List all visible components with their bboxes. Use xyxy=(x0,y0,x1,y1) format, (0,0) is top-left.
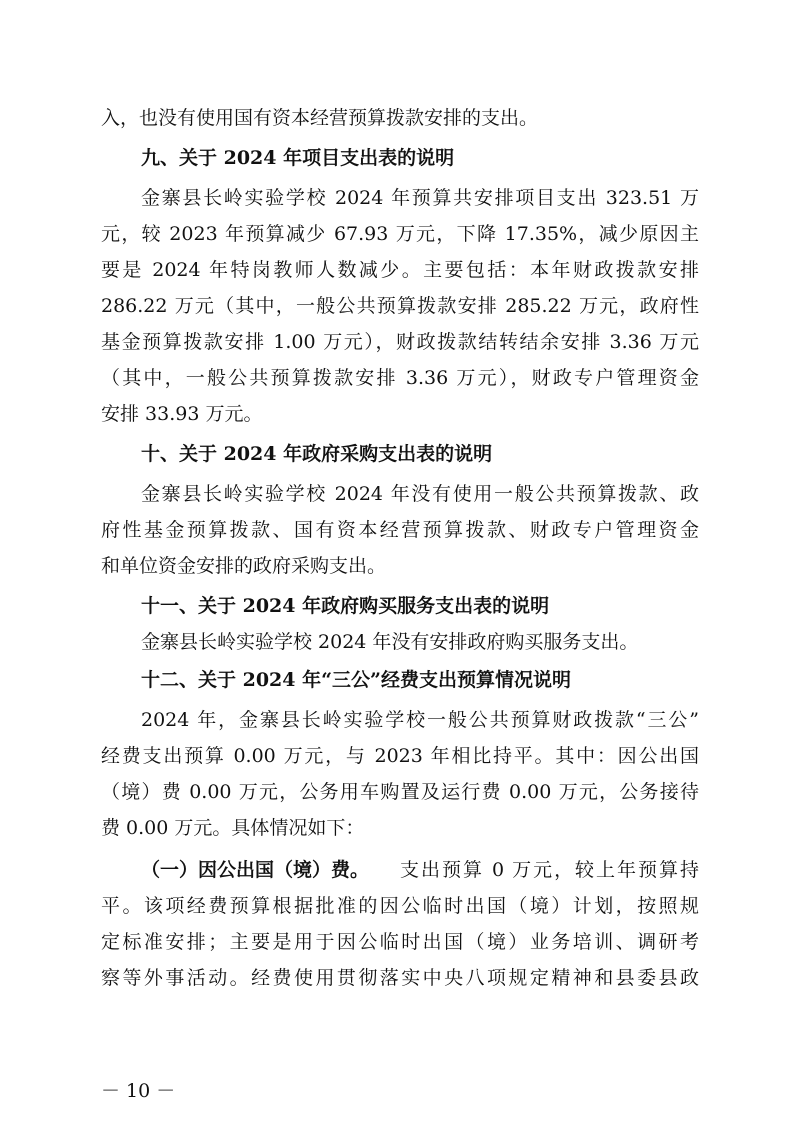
paragraph-line: （其中，一般公共预算拨款安排 3.36 万元），财政专户管理资金 xyxy=(101,367,699,389)
paragraph-line: 定标准安排；主要是用于因公临时出国（境）业务培训、调研考 xyxy=(101,931,699,953)
paragraph-line: 286.22 万元（其中，一般公共预算拨款安排 285.22 万元，政府性 xyxy=(101,295,699,317)
paragraph-line: 金寨县长岭实验学校 2024 年没有使用一般公共预算拨款、政 xyxy=(141,483,699,505)
paragraph-line: 入，也没有使用国有资本经营预算拨款安排的支出。 xyxy=(101,107,539,129)
paragraph-line: 察等外事活动。经费使用贯彻落实中央八项规定精神和县委县政 xyxy=(101,967,699,989)
paragraph-line: 支出预算 0 万元，较上年预算持 xyxy=(400,859,699,881)
paragraph-line: 金寨县长岭实验学校 2024 年没有安排政府购买服务支出。 xyxy=(141,631,639,653)
paragraph-line: 经费支出预算 0.00 万元，与 2023 年相比持平。其中：因公出国 xyxy=(101,745,699,767)
paragraph-line: 2024 年，金寨县长岭实验学校一般公共预算财政拨款“三公” xyxy=(141,709,699,731)
paragraph-line: 要是 2024 年特岗教师人数减少。主要包括：本年财政拨款安排 xyxy=(101,259,699,281)
subsection-heading: （一）因公出国（境）费。 xyxy=(141,859,370,881)
section-heading: 十二、关于 2024 年“三公”经费支出预算情况说明 xyxy=(141,669,571,691)
paragraph-line: 安排 33.93 万元。 xyxy=(101,403,263,425)
paragraph-line: 和单位资金安排的政府采购支出。 xyxy=(101,555,387,577)
paragraph-line: 元，较 2023 年预算减少 67.93 万元，下降 17.35%，减少原因主 xyxy=(101,223,699,245)
paragraph-line: （境）费 0.00 万元，公务用车购置及运行费 0.00 万元，公务接待 xyxy=(101,781,699,803)
page-number: － 10 － xyxy=(101,1080,176,1102)
section-heading: 十一、关于 2024 年政府购买服务支出表的说明 xyxy=(141,595,550,617)
paragraph-line: 平。该项经费预算根据批准的因公临时出国（境）计划，按照规 xyxy=(101,895,699,917)
paragraph-line: 基金预算拨款安排 1.00 万元），财政拨款结转结余安排 3.36 万元 xyxy=(101,331,699,353)
paragraph-line: 府性基金预算拨款、国有资本经营预算拨款、财政专户管理资金 xyxy=(101,519,699,541)
section-heading: 十、关于 2024 年政府采购支出表的说明 xyxy=(141,443,493,465)
paragraph-line: 金寨县长岭实验学校 2024 年预算共安排项目支出 323.51 万 xyxy=(141,187,699,209)
section-heading: 九、关于 2024 年项目支出表的说明 xyxy=(141,147,455,169)
paragraph-line: 费 0.00 万元。具体情况如下： xyxy=(101,817,365,839)
